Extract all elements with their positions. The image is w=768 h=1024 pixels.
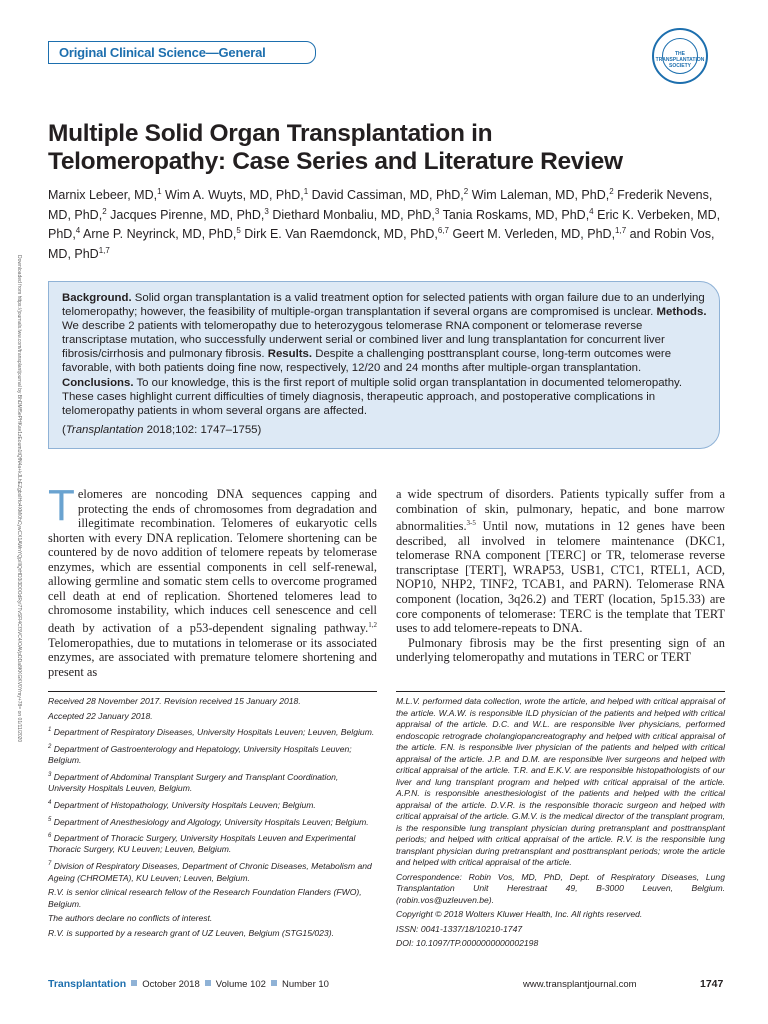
author-affiliation-sup: 2 xyxy=(609,187,614,196)
author-affiliation-sup: 2 xyxy=(463,187,469,196)
ref-sup: 1,2 xyxy=(368,620,377,629)
author xyxy=(244,227,449,241)
affiliation-text: Division of Respiratory Diseases, Department of Chronic Diseases, Metabolism and Ageing (CHROMETA), KU Leuven; Leuven, Belgium. xyxy=(48,861,372,883)
abstract-background-label: Background. xyxy=(62,292,132,304)
author-name: and Robin Vos, MD, PhD xyxy=(48,227,715,262)
author-affiliation-sup: 1,7 xyxy=(615,226,627,236)
author-affiliation-sup: 3 xyxy=(264,206,269,216)
footer-month: October 2018 xyxy=(142,979,200,990)
footnotes-left xyxy=(48,696,377,943)
accepted-note: Accepted 22 January 2018. xyxy=(48,710,153,721)
affiliation-list xyxy=(48,725,377,884)
author-name: Diethard Monbaliu, MD, PhD, xyxy=(272,207,435,222)
citation-rest: 2018;102: 1747–1755) xyxy=(143,423,262,436)
author xyxy=(452,227,626,241)
abstract-background-text: Solid organ transplantation is a valid treatment option for selected patients with organ failure due to an underlying telomeropathy; however, the feasibility of multiple-organ transplantation if several organs are compromised is unclear. xyxy=(62,292,705,319)
author-affiliation-sup: 6,7 xyxy=(437,226,449,236)
author xyxy=(443,208,594,222)
author-affiliation-sup: 5 xyxy=(236,226,241,236)
affiliation-text: Department of Gastroenterology and Hepatology, University Hospitals Leuven; Belgium. xyxy=(48,743,352,766)
citation-journal: Transplantation xyxy=(65,423,144,436)
author-name: Dirk E. Van Raemdonck, MD, PhD, xyxy=(244,227,438,242)
square-bullet-icon xyxy=(131,980,137,986)
author-name: Frederik Nevens, MD, PhD, xyxy=(48,188,713,222)
page-number: 1747 xyxy=(700,978,724,990)
author-affiliation-sup: 2 xyxy=(102,206,107,216)
footnote-divider-right xyxy=(396,691,725,692)
affiliation-text: Department of Thoracic Surgery, University Hospitals Leuven and Experimental Thoracic Surgery, KU Leuven; Leuven, Belgium. xyxy=(48,832,356,855)
footer-volume: Volume 102 xyxy=(215,979,266,990)
author-list xyxy=(48,184,728,263)
copyright-note: Copyright © 2018 Wolters Kluwer Health, Inc. All rights reserved. xyxy=(396,909,643,919)
abstract-conclusions-label: Conclusions. xyxy=(62,376,134,389)
footnotes-right xyxy=(396,696,725,953)
affiliation-item xyxy=(48,725,377,738)
affiliation-item xyxy=(48,770,377,795)
author-name: Tania Roskams, MD, PhD, xyxy=(442,207,590,222)
author xyxy=(165,188,308,202)
affiliation-text: Department of Anesthesiology and Algology, University Hospitals Leuven; Belgium. xyxy=(51,816,369,827)
affiliation-text: Department of Histopathology, University Hospitals Leuven; Belgium. xyxy=(51,799,316,810)
square-bullet-icon xyxy=(205,980,211,986)
affiliation-item xyxy=(48,831,377,856)
issn-note: ISSN: 0041-1337/18/10210-1747 xyxy=(396,923,523,934)
affiliation-text: Department of Respiratory Diseases, University Hospitals Leuven; Leuven, Belgium. xyxy=(51,727,375,738)
funding-note: R.V. is senior clinical research fellow of the Research Foundation Flanders (FWO), Belgium. xyxy=(48,887,362,909)
author xyxy=(472,188,614,202)
affiliation-item xyxy=(48,859,377,884)
title-line-2: Telomeropathy: Case Series and Literature Review xyxy=(48,148,623,175)
abstract-text xyxy=(62,291,707,418)
abstract-box xyxy=(48,281,720,449)
author-affiliation-sup: 1,7 xyxy=(98,245,110,255)
author-affiliation-sup: 1 xyxy=(157,187,162,196)
doi-note: DOI: 10.1097/TP.0000000000002198 xyxy=(396,938,539,948)
intro-paragraph xyxy=(48,481,377,679)
correspondence-note: Correspondence: Robin Vos, MD, PhD, Dept. of Respiratory Diseases, Lung Transplantation Unit Herestraat 49, B-3000 Leuven, Belgium. (robin.vos@uzleuven.be). xyxy=(396,871,725,905)
section-label-text: Original Clinical Science—General xyxy=(59,45,266,60)
body-column-right xyxy=(396,487,725,665)
society-seal-logo xyxy=(652,28,708,84)
author-name: Marnix Lebeer, MD, xyxy=(48,188,158,203)
author xyxy=(83,227,241,241)
author-name: Jacques Pirenne, MD, PhD, xyxy=(110,207,265,222)
affiliation-number: 6 xyxy=(48,833,52,840)
author-name: Geert M. Verleden, MD, PhD, xyxy=(452,227,616,242)
author-name: David Cassiman, MD, PhD, xyxy=(311,188,464,203)
author-affiliation-sup: 3 xyxy=(434,206,440,216)
received-note: Received 28 November 2017. Revision received 15 January 2018. xyxy=(48,696,301,706)
affiliation-item xyxy=(48,815,377,828)
drop-cap: T xyxy=(48,481,75,530)
author-name: Eric K. Verbeken, MD, PhD, xyxy=(48,207,721,242)
title-line-1: Multiple Solid Organ Transplantation in xyxy=(48,120,493,147)
contributions-note: M.L.V. performed data collection, wrote the article, and helped with critical appraisal of the article. W.A.W. is responsible ILD physician of the patients and helped with critical appraisal of the article. D.C. and W.L. are responsible liver physicians, performed endoscopic retrograde cholangiopancreatography and helped with critical appraisal of the article. F.N. is responsible liver physician of the patients and helped with critical appraisal of the article. J.P. and D.M. are responsible liver surgeons and helped with critical appraisal of the article. T.R. and E.K.V. are responsible histopathologists of our liver and lung transplant program and helped with critical appraisal of the article. A.P.N. is responsible anesthesiologist of the patients and helped with the critical appraisal of the article. D.V.R. is the responsible thoracic surgeon and helped with critical appraisal of the article. G.M.V. is the medical director of the transplant program, is the responsible lung transplant physician during pretransplant and posttransplant periods; and helped with critical appraisal of the article. R.V. is the responsible lung transplant physician during pretransplant and posttransplant periods; wrote the article and helped with critical appraisal of the article. xyxy=(396,696,725,867)
author xyxy=(110,208,269,222)
intro-text-end: Telomeropathies, due to mutations in telomerase or its associated enzymes, are associated with premature telomere shortening and present as xyxy=(48,635,377,679)
intro-text: elomeres are noncoding DNA sequences capping and protecting the ends of chromosomes from degradation and illegitimate recombination. Telomeres of eukaryotic cells shorten with every DNA replication. Telomere shortening can be countered by de novo addition of telomere repeats by telomerase enzymes, which are essential components in cell self-renewal, allowing germline and somatic stem cells to overcome programed cell death at end of replication. Shortened telomeres lead to chromosome instability, which induces cell senescence and cell death by activation of a p53-dependent signaling pathway. xyxy=(48,487,377,636)
right-paragraph-2: Pulmonary fibrosis may be the first presenting sign of an underlying telomeropathy and mutations in TERC or TERT xyxy=(396,635,725,665)
square-bullet-icon xyxy=(271,980,277,986)
ref-sup: 3-5 xyxy=(466,519,476,528)
right-p1-end: Until now, mutations in 12 genes have been described, all involved in telomere maintenance (DKC1, telomerase RNA component [TERC] or TR, telomerase reverse transcriptase [TERT], WRAP53, USB1, CTC1, RTEL1, ACD, NOP10, NHP2, TINF2, TCAB1, and PARN). Telomerase RNA component (location, 3q26.2) and TERT (location, 5p15.33) are core components of telomerase: TERC is the template that TERT uses to add telomere-repeats to DNA. xyxy=(396,519,725,636)
abstract-results-text: Despite a challenging posttransplant course, long-term outcomes were favorable, with both patients doing fine now, respectively, 12/20 and 24 months after multiple-organ transplantation. xyxy=(62,348,672,375)
affiliation-number: 2 xyxy=(48,743,52,750)
download-side-note-text: Downloaded from https://journals.lww.com/transplantjournal by BhDMf5ePHKav1zEoum1tQfN4a+kJLhEZgbsIHo4XMi0hCywCX1AWnYQp/IlQrHD3i3D0OdRyi7TvSFl4Cf3VC4/OAVpDDa8KKGKV0Ymy+78= on 01/11/2020 xyxy=(16,255,22,743)
affiliation-item xyxy=(48,798,377,811)
right-p1-text: a wide spectrum of disorders. Patients typically suffer from a combination of skin, pulmonary, hepatic, and bone marrow abnormalities. xyxy=(396,487,725,534)
affiliation-number: 3 xyxy=(48,771,52,778)
footer-url[interactable]: www.transplantjournal.com xyxy=(523,979,637,990)
author-name: Arne P. Neyrinck, MD, PhD, xyxy=(83,227,237,242)
footer-journal: Transplantation xyxy=(48,978,127,990)
author-affiliation-sup: 1 xyxy=(303,187,309,196)
affiliation-number: 5 xyxy=(48,816,52,823)
grant-note: R.V. is supported by a research grant of UZ Leuven, Belgium (STG15/023). xyxy=(48,928,334,939)
author-name: Wim Laleman, MD, PhD, xyxy=(471,188,610,203)
affiliation-number: 1 xyxy=(48,727,52,734)
section-label xyxy=(48,41,316,64)
abstract-results-label: Results. xyxy=(267,348,313,361)
author xyxy=(312,188,469,202)
abstract-methods-text: We describe 2 patients with telomeropathy due to heterozygous telomerase RNA component or telomerase reverse transcriptase mutation, who successfully underwent serial or combined liver and lung transplantation for concurrent liver fibrosis/cirrhosis and pulmonary fibrosis. xyxy=(62,320,665,361)
author-affiliation-sup: 4 xyxy=(75,226,81,236)
footnote-divider-left xyxy=(48,691,377,692)
footer-number: Number 10 xyxy=(281,979,329,990)
conflicts-note: The authors declare no conflicts of interest. xyxy=(48,913,213,924)
download-side-note xyxy=(14,255,24,755)
abstract-methods-label: Methods. xyxy=(656,306,707,319)
author-name: Wim A. Wuyts, MD, PhD, xyxy=(165,188,304,203)
right-paragraph-1 xyxy=(396,487,725,636)
author xyxy=(48,188,162,202)
abstract-conclusions-text: To our knowledge, this is the first report of multiple solid organ transplantation in documented telomeropathy. These cases highlight current difficulties of timely diagnosis, therapeutic approach, and postoperative complications in telomeropathy patients in whom several organs are affected. xyxy=(62,376,683,417)
article-title xyxy=(48,120,728,176)
affiliation-item xyxy=(48,742,377,767)
author xyxy=(272,208,439,222)
affiliation-number: 4 xyxy=(48,800,52,807)
author-affiliation-sup: 4 xyxy=(589,206,594,216)
seal-text: THE TRANSPLANTATION SOCIETY xyxy=(655,51,705,69)
affiliation-text: Department of Abdominal Transplant Surgery and Transplant Coordination, University Hospitals Leuven, Belgium. xyxy=(48,771,339,794)
body-column-left xyxy=(48,481,377,679)
abstract-citation: (Transplantation 2018;102: 1747–1755) xyxy=(62,423,262,436)
page-footer xyxy=(48,978,724,990)
affiliation-number: 7 xyxy=(48,861,52,868)
